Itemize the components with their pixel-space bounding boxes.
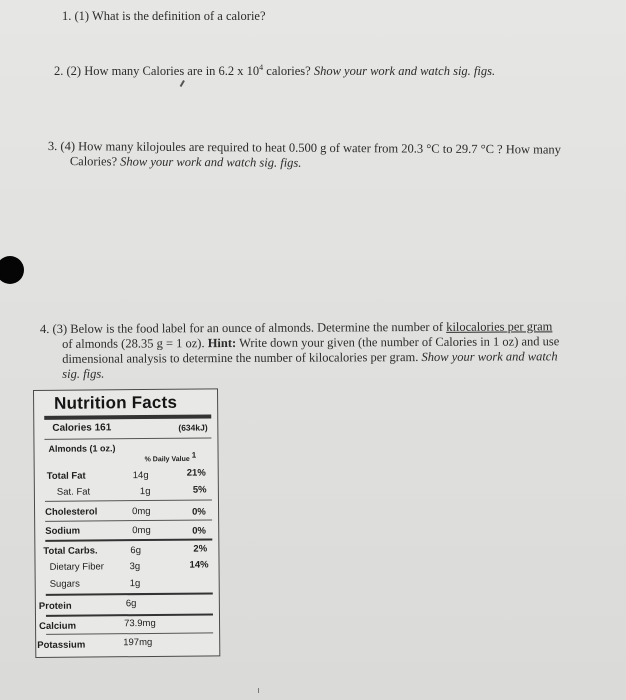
calcium-amount: 73.9mg: [123, 617, 156, 630]
kilojoules-value: (634kJ): [178, 422, 208, 433]
divider: [45, 538, 212, 541]
sodium-dv: 0%: [192, 525, 207, 537]
question-4: 4. (3) Below is the food label for an ounce of almonds. Determine the number of kilocalories per gram of almonds (28.35 g = 1 oz). Hint: Write down your given (the number of Calories in 1 oz) and use dimensional analysis to determine the number of kilocalories per gram. Show your work and watch sig. figs.: [40, 319, 560, 381]
sugars-amount: 1g: [129, 578, 141, 590]
dietary-fiber-label: Dietary Fiber: [49, 561, 104, 573]
sodium-label: Sodium: [45, 525, 81, 537]
total-carbs-dv: 2%: [193, 543, 208, 555]
potassium-label: Potassium: [37, 639, 86, 651]
calcium-label: Calcium: [39, 620, 77, 632]
calories-label: Calories 161: [52, 422, 112, 434]
question-3: 3. (4) How many kilojoules are required to heat 0.500 g of water from 20.3 °C to 29.7 °C ? How many Calories? Show your work and watch sig. figs.: [47, 139, 562, 170]
total-carbs-amount: 6g: [130, 545, 142, 557]
cholesterol-dv: 0%: [192, 506, 206, 518]
divider: [46, 632, 213, 634]
sat-fat-amount: 1g: [139, 485, 151, 498]
sugars-label: Sugars: [49, 578, 80, 590]
cholesterol-amount: 0mg: [132, 505, 151, 518]
sat-fat-label: Sat. Fat: [56, 486, 91, 498]
pencil-mark: [180, 80, 189, 89]
protein-label: Protein: [38, 600, 72, 612]
sat-fat-dv: 5%: [192, 484, 207, 496]
divider: [46, 613, 213, 616]
dietary-fiber-amount: 3g: [129, 561, 141, 573]
serving-size: Almonds (1 oz.): [48, 443, 116, 454]
total-fat-dv: 21%: [186, 467, 206, 479]
divider: [44, 414, 211, 419]
question-1: 1. (1) What is the definition of a calorie?: [62, 9, 266, 23]
divider: [44, 437, 211, 439]
question-2: 2. (2) How many Calories are in 6.2 x $10^4$ calories? Show your work and watch sig. figs.: [54, 62, 496, 78]
dietary-fiber-dv: 14%: [189, 559, 209, 571]
divider: [46, 592, 213, 595]
potassium-amount: 197mg: [123, 636, 153, 649]
cholesterol-label: Cholesterol: [45, 506, 98, 518]
sodium-amount: 0mg: [132, 524, 151, 537]
total-carbs-label: Total Carbs.: [43, 545, 98, 557]
divider: [45, 499, 212, 501]
divider: [45, 519, 212, 521]
pencil-mark: [258, 688, 262, 693]
total-fat-label: Total Fat: [46, 470, 86, 482]
daily-value-header: % Daily Value $^1$: [144, 450, 197, 464]
nutrition-facts-label: [33, 388, 220, 658]
punch-hole: [0, 256, 24, 284]
protein-amount: 6g: [125, 598, 137, 610]
total-fat-amount: 14g: [132, 469, 149, 482]
nutrition-title: Nutrition Facts: [54, 392, 178, 413]
